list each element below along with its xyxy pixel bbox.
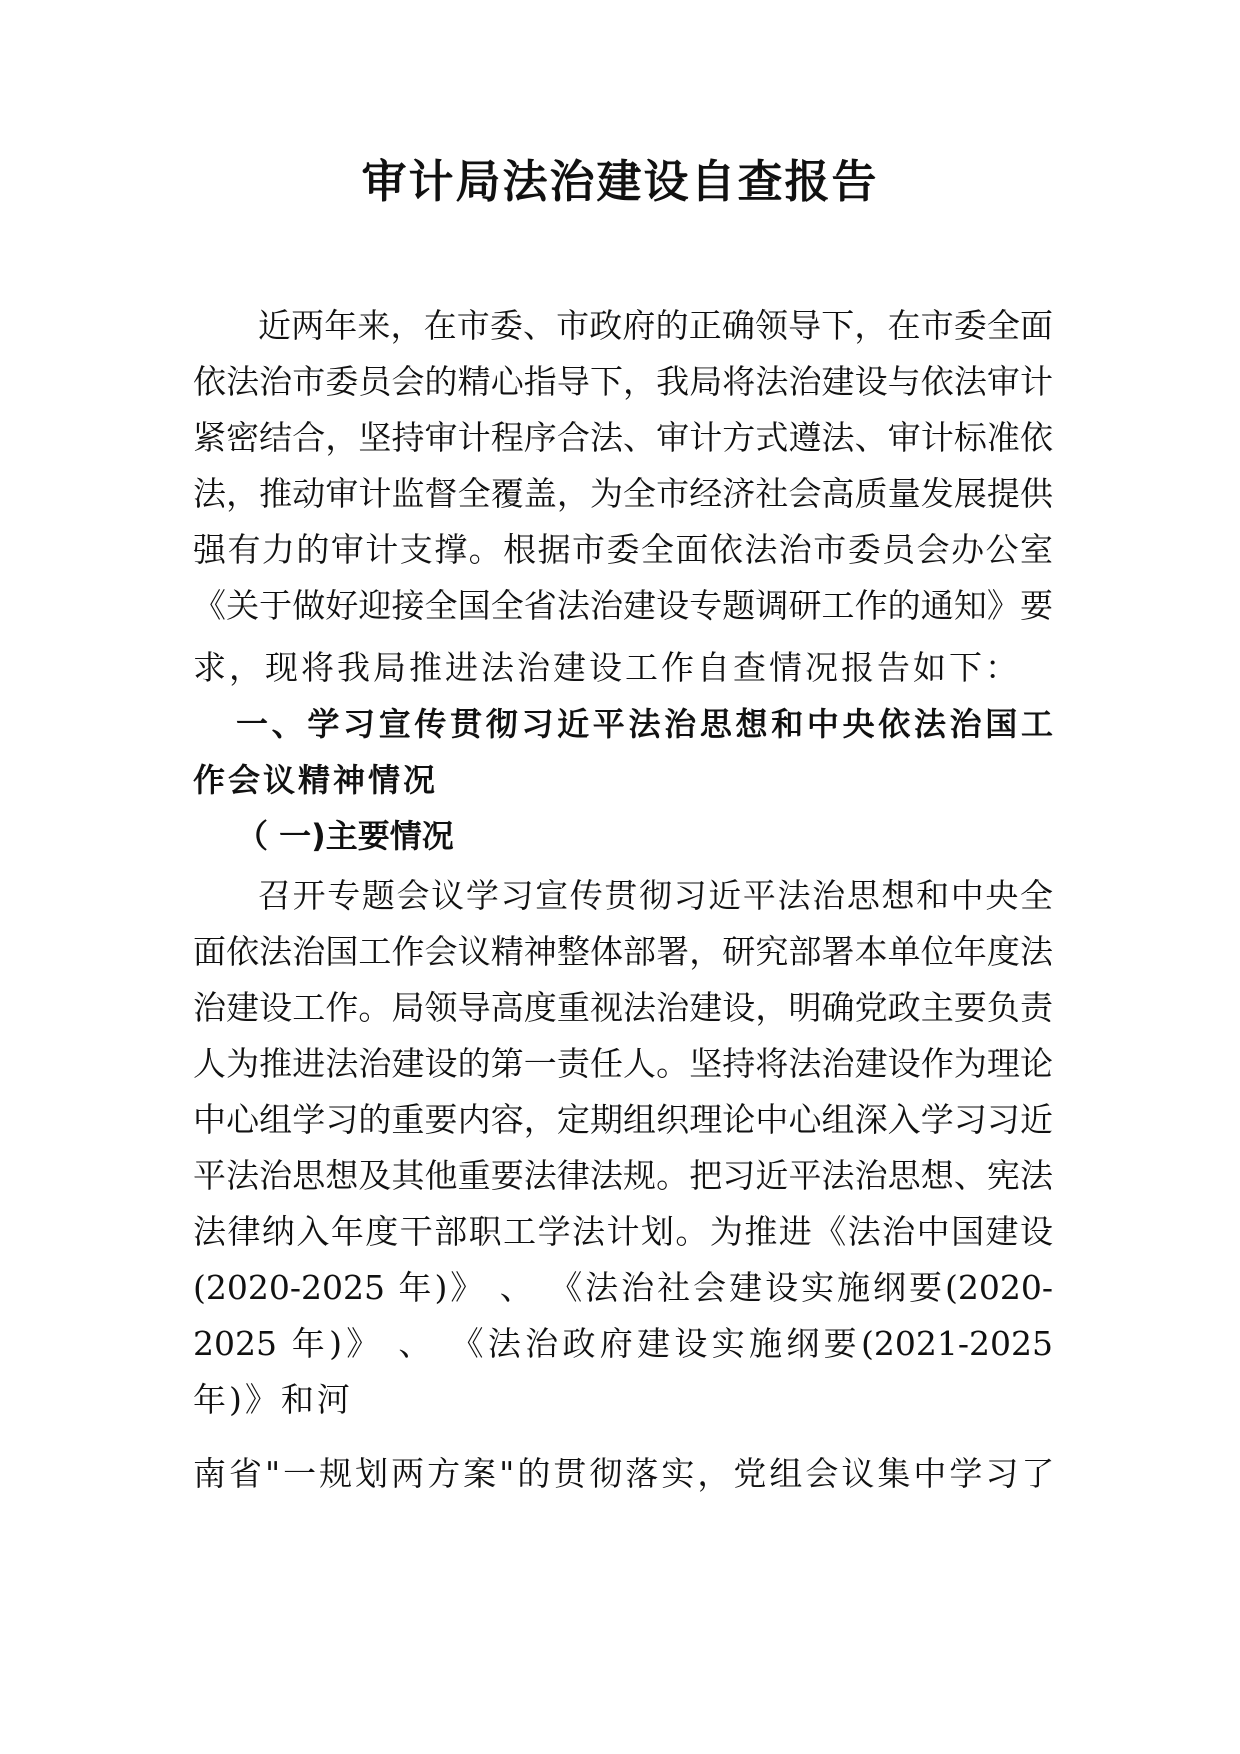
section-heading-line-2: 作会议精神情况: [193, 761, 439, 799]
subsection-heading: （ 一)主要情况: [236, 817, 454, 855]
intro-line-7: 求，现将我局推进法治建设工作自查情况报告如下：: [193, 648, 1021, 687]
intro-line-3: 紧密结合，坚持审计程序合法、审计方式遵法、审计标准依: [193, 418, 1053, 457]
body-line-3: 治建设工作。局领导高度重视法治建设，明确党政主要负责: [193, 988, 1053, 1027]
body-line-2: 面依法治国工作会议精神整体部署，研究部署本单位年度法: [193, 932, 1053, 971]
intro-line-6: 《关于做好迎接全国全省法治建设专题调研工作的通知》要: [193, 586, 1053, 625]
intro-line-5: 强有力的审计支撑。根据市委全面依法治市委员会办公室: [193, 530, 1053, 569]
document-title: 审计局法治建设自查报告: [361, 155, 879, 208]
body-line-4: 人为推进法治建设的第一责任人。坚持将法治建设作为理论: [193, 1044, 1053, 1083]
body-line-1: 召开专题会议学习宣传贯彻习近平法治思想和中央全: [258, 876, 1053, 915]
body-line-5: 中心组学习的重要内容，定期组织理论中心组深入学习习近: [193, 1100, 1053, 1139]
body-line-11: 南省"一规划两方案"的贯彻落实，党组会议集中学习了: [193, 1454, 1058, 1493]
body-line-7: 法律纳入年度干部职工学法计划。为推进《法治中国建设: [193, 1212, 1053, 1251]
body-line-6: 平法治思想及其他重要法律法规。把习近平法治思想、宪法: [193, 1156, 1053, 1195]
intro-line-2: 依法治市委员会的精心指导下，我局将法治建设与依法审计: [193, 362, 1053, 401]
body-line-10: 年)》和河: [193, 1380, 353, 1419]
intro-line-1: 近两年来，在市委、市政府的正确领导下，在市委全面: [258, 306, 1053, 345]
section-heading-line-1: 一、学习宣传贯彻习近平法治思想和中央依法治国工: [236, 705, 1053, 743]
intro-line-4: 法，推动审计监督全覆盖，为全市经济社会高质量发展提供: [193, 474, 1053, 513]
body-line-8: (2020-2025 年)》 、 《法治社会建设实施纲要(2020-: [193, 1268, 1053, 1307]
body-line-9: 2025 年)》 、 《法治政府建设实施纲要(2021-2025: [193, 1324, 1053, 1363]
